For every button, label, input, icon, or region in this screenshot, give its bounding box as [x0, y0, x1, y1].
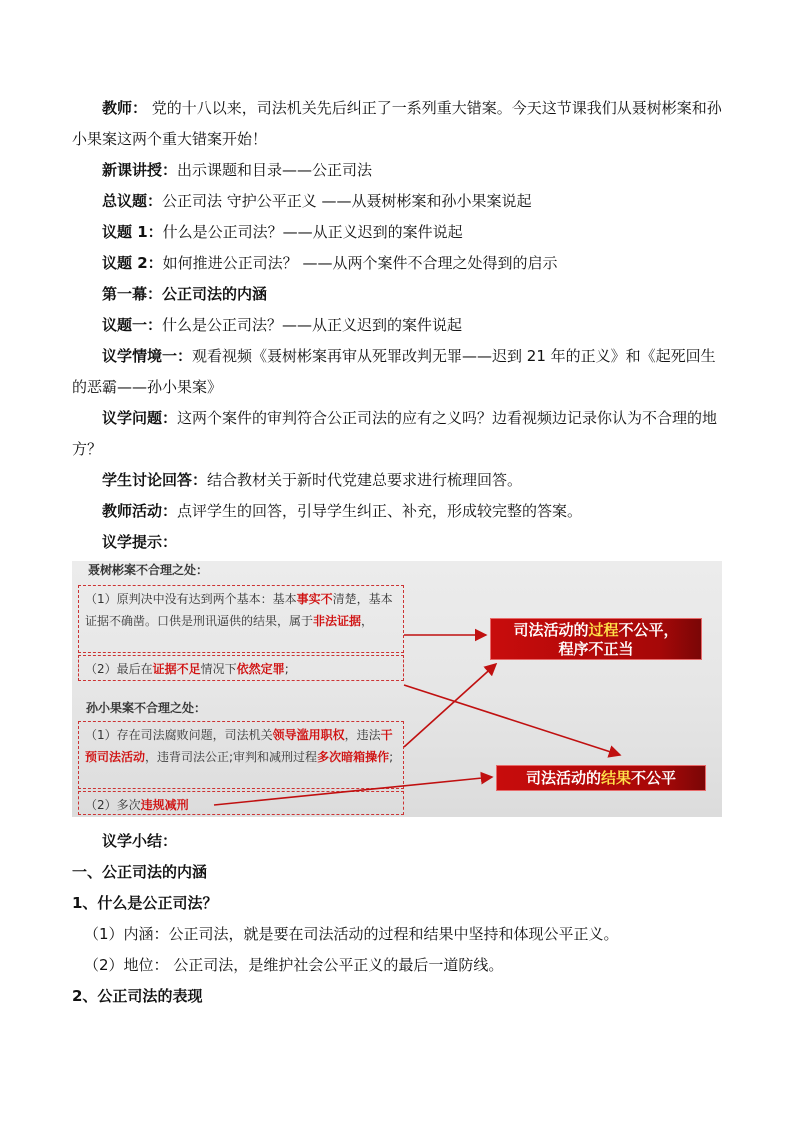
- text: 不公平，: [618, 621, 679, 639]
- paragraph-teacher-activity: [72, 496, 722, 527]
- case-comparison-figure: [72, 561, 722, 817]
- label: 议学情境一：: [102, 347, 193, 365]
- highlight: 结果: [600, 769, 631, 787]
- text: 清楚，基本证据不确凿。口供是刑讯逼供的结果，属于: [85, 592, 393, 628]
- label: 教师活动：: [102, 502, 178, 520]
- label: 一、公正司法的内涵: [72, 863, 208, 881]
- text: （2）地位： 公正司法，是维护社会公平正义的最后一道防线。: [84, 956, 504, 974]
- paragraph-connotation: [72, 919, 722, 950]
- text: 如何推进公正司法？ ——从两个案件不合理之处得到的启示: [162, 254, 558, 272]
- paragraph-hint: [72, 527, 722, 558]
- arrow-sun1-to-process: [404, 664, 496, 747]
- text: （1）内涵：公正司法，就是要在司法活动的过程和结果中坚持和体现公平正义。: [84, 925, 619, 943]
- text: 什么是公正司法？——从正义迟到的案件说起: [162, 223, 463, 241]
- sun-case-title: 孙小果案不合理之处：: [86, 701, 207, 715]
- nie-case-title: 聂树彬案不合理之处：: [88, 563, 209, 577]
- label: 新课讲授：: [102, 161, 178, 179]
- highlight: 依然定罪: [236, 662, 285, 676]
- text: 点评学生的回答，引导学生纠正、补充，形成较完整的答案。: [177, 502, 583, 520]
- paragraph-topic-one: [72, 310, 722, 341]
- text: 观看视频《聂树彬案再审从死罪改判无罪——迟到 21 年的正义》和《起死回生的恶霸——孙小果案》: [72, 347, 716, 396]
- text: （2）最后在: [85, 662, 153, 676]
- label: 议题 2：: [102, 254, 163, 272]
- heading-connotation: [72, 857, 722, 888]
- text: ，: [361, 614, 374, 628]
- paragraph-summary: [72, 826, 722, 857]
- text: ;: [284, 662, 289, 676]
- paragraph-teacher: [72, 93, 722, 155]
- highlight: 事实不: [296, 592, 333, 606]
- label: 议题一：: [102, 316, 163, 334]
- text: 司法活动的: [525, 769, 601, 787]
- highlight: 非法证据: [313, 614, 362, 628]
- highlight: 干预司法活动: [85, 728, 393, 764]
- highlight: 多次暗箱操作: [317, 750, 390, 764]
- paragraph-topic-2: [72, 248, 722, 279]
- text: 不公平: [631, 769, 677, 787]
- box-line-2: 程序不正当: [558, 640, 634, 658]
- label: 总议题：: [102, 192, 163, 210]
- text: 公正司法 守护公平正义 ——从聂树彬案和孙小果案说起: [162, 192, 532, 210]
- highlight: 证据不足: [152, 662, 201, 676]
- text: 结合教材关于新时代党建总要求进行梳理回答。: [207, 471, 523, 489]
- paragraph-status: [72, 950, 722, 981]
- arrow-sun2-to-result: [214, 777, 492, 805]
- heading-what-is-fair-justice: [72, 888, 722, 919]
- text: ，违法: [344, 728, 381, 742]
- paragraph-topic-1: [72, 217, 722, 248]
- label: 教师：: [102, 99, 148, 117]
- paragraph-scenario-one: [72, 341, 722, 403]
- heading-manifestation: [72, 981, 722, 1012]
- text: 什么是公正司法？——从正义迟到的案件说起: [162, 316, 463, 334]
- text: 党的十八以来，司法机关先后纠正了一系列重大错案。今天这节课我们从聂树彬案和孙小果案这两个重大错案开始！: [72, 99, 722, 148]
- text: 司法活动的: [513, 621, 589, 639]
- label: 1、什么是公正司法？: [72, 894, 218, 912]
- label: 议学小结：: [102, 832, 178, 850]
- arrows-layer: [72, 561, 722, 817]
- label: 议学问题：: [102, 409, 178, 427]
- paragraph-new-lesson: [72, 155, 722, 186]
- text: 情况下: [200, 662, 237, 676]
- highlight: 领导滥用职权: [272, 728, 345, 742]
- highlight: 过程: [588, 621, 619, 639]
- text: 出示课题和目录——公正司法: [177, 161, 373, 179]
- label: 第一幕：公正司法的内涵: [102, 285, 268, 303]
- label: 2、公正司法的表现: [72, 987, 203, 1005]
- section-act-one: [72, 279, 722, 310]
- label: 学生讨论回答：: [102, 471, 208, 489]
- text: （2）多次: [85, 798, 141, 812]
- text: ;: [389, 750, 394, 764]
- label: 议题 1：: [102, 223, 163, 241]
- paragraph-question: [72, 403, 722, 465]
- highlight: 违规减刑: [140, 798, 189, 812]
- text: （1）存在司法腐败问题，司法机关: [85, 728, 273, 742]
- text: 这两个案件的审判符合公正司法的应有之义吗？边看视频边记录你认为不合理的地方？: [72, 409, 718, 458]
- paragraph-main-topic: [72, 186, 722, 217]
- text: ，违背司法公正;审判和减刑过程: [145, 750, 318, 764]
- label: 议学提示：: [102, 533, 178, 551]
- text: （1）原判决中没有达到两个基本：基本: [85, 592, 297, 606]
- arrow-nie2-to-result: [404, 685, 620, 755]
- paragraph-student-discussion: [72, 465, 722, 496]
